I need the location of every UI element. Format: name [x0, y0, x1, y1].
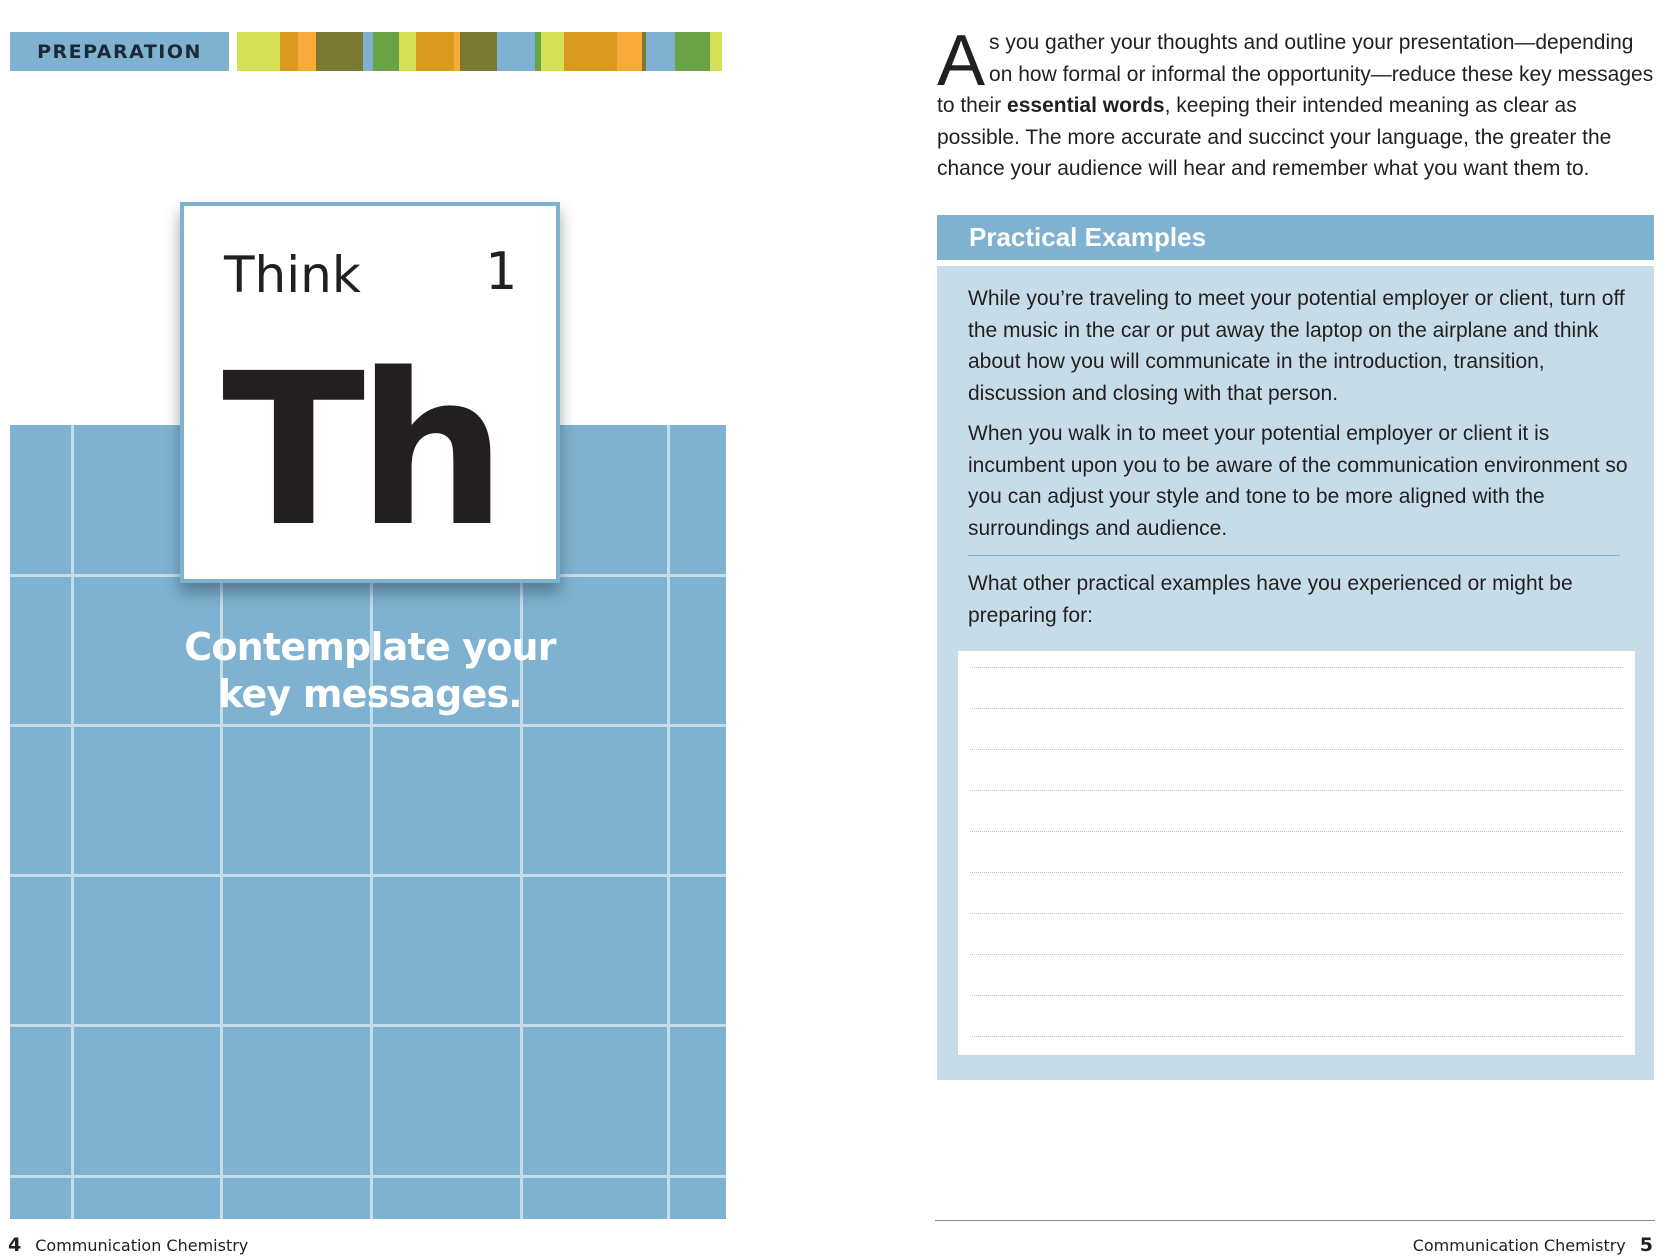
- tagline-line: Contemplate your: [184, 625, 556, 669]
- writing-line: [970, 749, 1623, 750]
- color-strip-segment: [460, 32, 497, 71]
- tagline-line: key messages.: [218, 672, 522, 716]
- element-card: [180, 202, 560, 583]
- intro-bold-phrase: essential words: [1007, 94, 1165, 117]
- color-strip-segment: [541, 32, 564, 71]
- intro-text: s you gather your thoughts and outline your presentation—depending on how formal or informal the opportunity—reduce these key messages to their: [937, 31, 1654, 117]
- color-strip-segment: [298, 32, 316, 71]
- color-strip-segment: [399, 32, 416, 71]
- color-strip-segment: [237, 32, 280, 71]
- writing-line: [970, 872, 1623, 873]
- grid-line: [10, 874, 726, 877]
- color-strip: [237, 32, 726, 71]
- writing-line: [970, 995, 1623, 996]
- grid-line: [71, 425, 74, 1219]
- color-strip-segment: [646, 32, 675, 71]
- color-strip-segment: [316, 32, 363, 71]
- color-strip-segment: [280, 32, 298, 71]
- running-title: Communication Chemistry: [35, 1236, 249, 1255]
- color-strip-segment: [675, 32, 710, 71]
- footer-left: [8, 1234, 248, 1256]
- section-tab: [10, 32, 229, 71]
- grid-line: [10, 1175, 726, 1178]
- element-number: 1: [484, 242, 516, 302]
- writing-line: [970, 954, 1623, 955]
- divider: [968, 555, 1620, 556]
- examples-prompt: What other practical examples have you experienced or might be preparing for:: [968, 572, 1573, 627]
- footer-divider: [935, 1220, 1655, 1221]
- tagline: [180, 624, 560, 718]
- grid-line: [10, 724, 726, 727]
- drop-cap: A: [937, 21, 986, 101]
- element-symbol: Th: [222, 328, 499, 573]
- writing-area[interactable]: [958, 651, 1635, 1055]
- color-strip-segment: [373, 32, 399, 71]
- practical-examples-title: Practical Examples: [969, 222, 1207, 252]
- writing-line: [970, 831, 1623, 832]
- color-strip-segment: [363, 32, 373, 71]
- page-number: 5: [1639, 1234, 1653, 1256]
- writing-line: [970, 708, 1623, 709]
- writing-line: [970, 667, 1623, 668]
- intro-text: , keeping their intended meaning as clear as possible. The more accurate and succinct your language, the greater the chance your audience will hear and remember what you want them to.: [937, 94, 1612, 180]
- page-number: 4: [8, 1234, 22, 1256]
- writing-line: [970, 913, 1623, 914]
- example-paragraph: While you’re traveling to meet your potential employer or client, turn off the music in the car or put away the laptop on the airplane and think about how you will communicate in the introduction, transition, discussion and closing with that person.: [968, 287, 1625, 405]
- color-strip-segment: [564, 32, 617, 71]
- footer-right: [1413, 1234, 1653, 1256]
- intro-paragraph: [937, 21, 1655, 185]
- color-strip-segment: [710, 32, 722, 71]
- color-strip-segment: [416, 32, 454, 71]
- grid-line: [10, 1024, 726, 1027]
- practical-examples-heading: [937, 215, 1654, 260]
- practical-examples-box: [937, 266, 1654, 1080]
- color-strip-segment: [617, 32, 642, 71]
- running-title: Communication Chemistry: [1412, 1236, 1626, 1255]
- section-tab-label: PREPARATION: [37, 40, 202, 63]
- color-strip-segment: [497, 32, 535, 71]
- writing-line: [970, 1036, 1623, 1037]
- example-paragraph: When you walk in to meet your potential employer or client it is incumbent upon you to be aware of the communication environment so you can adjust your style and tone to be more aligned with the surroundings and audience.: [968, 422, 1628, 540]
- writing-line: [970, 790, 1623, 791]
- element-name: Think: [224, 246, 361, 304]
- grid-line: [667, 425, 670, 1219]
